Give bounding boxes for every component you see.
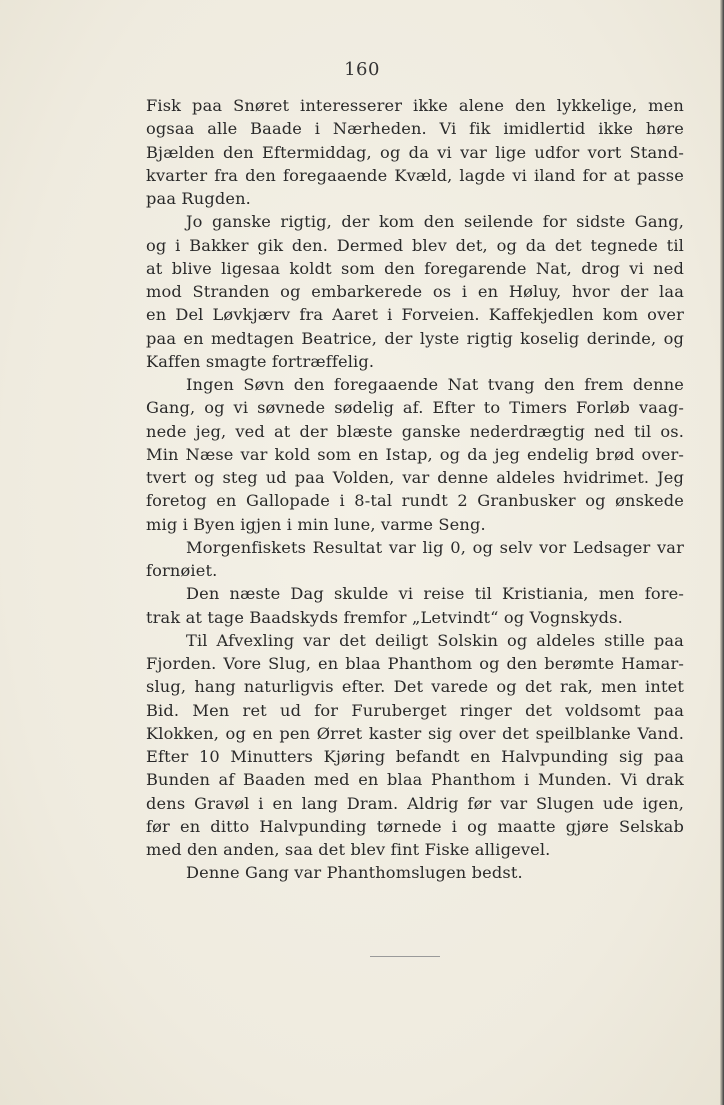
text-line: Jo ganske rigtig, der kom den seilende for sidste Gang, bbox=[186, 212, 684, 232]
end-rule bbox=[370, 956, 440, 957]
text-line: Fjorden. Vore Slug, en blaa Phanthom og den berømte Hamar- bbox=[146, 654, 684, 673]
text-line: trak at tage Baadskyds fremfor „Letvindt“ og Vognskyds. bbox=[146, 607, 623, 627]
page-edge-shadow bbox=[720, 0, 724, 1105]
text-line: fornøiet. bbox=[146, 561, 218, 580]
text-line: Fisk paa Snøret interesserer ikke alene den lykkelige, men bbox=[146, 96, 684, 115]
text-line: Kaffen smagte fortræffelig. bbox=[146, 351, 375, 371]
text-line: ogsaa alle Baade i Nærheden. Vi fik imidlertid ikke høre bbox=[146, 119, 684, 139]
text-line: paa en medtagen Beatrice, der lyste rigtig koselig derinde, og bbox=[146, 328, 684, 348]
text-line: slug, hang naturligvis efter. Det varede og det rak, men intet bbox=[146, 677, 684, 697]
text-line: Bjælden den Eftermiddag, og da vi var lige udfor vort Stand- bbox=[146, 142, 684, 162]
text-line: Denne Gang var Phanthomslugen bedst. bbox=[186, 863, 523, 883]
text-line: mig i Byen igjen i min lune, varme Seng. bbox=[146, 514, 486, 534]
text-line: dens Gravøl i en lang Dram. Aldrig før var Slugen ude igen, bbox=[146, 793, 684, 813]
text-line: Til Afvexling var det deiligt Solskin og aldeles stille paa bbox=[186, 630, 684, 650]
text-line: Ingen Søvn den foregaaende Nat tvang den frem denne bbox=[186, 375, 684, 394]
text-line: Gang, og vi søvnede sødelig af. Efter to Timers Forløb vaag- bbox=[146, 398, 684, 418]
text-line: og i Bakker gik den. Dermed blev det, og da det tegnede til bbox=[146, 235, 684, 255]
text-line: Bid. Men ret ud for Furuberget ringer det voldsomt paa bbox=[146, 700, 684, 720]
text-line: kvarter fra den foregaaende Kvæld, lagde vi iland for at passe bbox=[146, 165, 684, 185]
text-line: en Del Løvkjærv fra Aaret i Forveien. Kaffekjedlen kom over bbox=[146, 305, 684, 325]
text-line: tvert og steg ud paa Volden, var denne aldeles hvidrimet. Jeg bbox=[146, 468, 684, 487]
text-line: Min Næse var kold som en Istap, og da jeg endelig brød over- bbox=[146, 444, 684, 464]
text-line: paa Rugden. bbox=[146, 189, 251, 208]
text-line: at blive ligesaa koldt som den foregarende Nat, drog vi ned bbox=[146, 258, 684, 278]
text-line: mod Stranden og embarkerede os i en Høluy, hvor der laa bbox=[146, 282, 684, 301]
text-line: Bunden af Baaden med en blaa Phanthom i Munden. Vi drak bbox=[146, 770, 684, 790]
text-line: Den næste Dag skulde vi reise til Kristiania, men fore- bbox=[186, 584, 684, 604]
text-line: foretog en Gallopade i 8-tal rundt 2 Granbusker og ønskede bbox=[146, 491, 684, 511]
text-line: Klokken, og en pen Ørret kaster sig over det speilblanke Vand. bbox=[146, 723, 684, 743]
text-line: Efter 10 Minutters Kjøring befandt en Halvpunding sig paa bbox=[146, 747, 684, 766]
page-number: 160 bbox=[344, 59, 380, 80]
body-text bbox=[146, 94, 684, 885]
text-line: med den anden, saa det blev fint Fiske alligevel. bbox=[146, 840, 551, 859]
text-line: før en ditto Halvpunding tørnede i og maatte gjøre Selskab bbox=[146, 816, 684, 836]
text-line: nede jeg, ved at der blæste ganske nederdrægtig ned til os. bbox=[146, 421, 684, 441]
text-line: Morgenfiskets Resultat var lig 0, og selv vor Ledsager var bbox=[186, 537, 684, 557]
